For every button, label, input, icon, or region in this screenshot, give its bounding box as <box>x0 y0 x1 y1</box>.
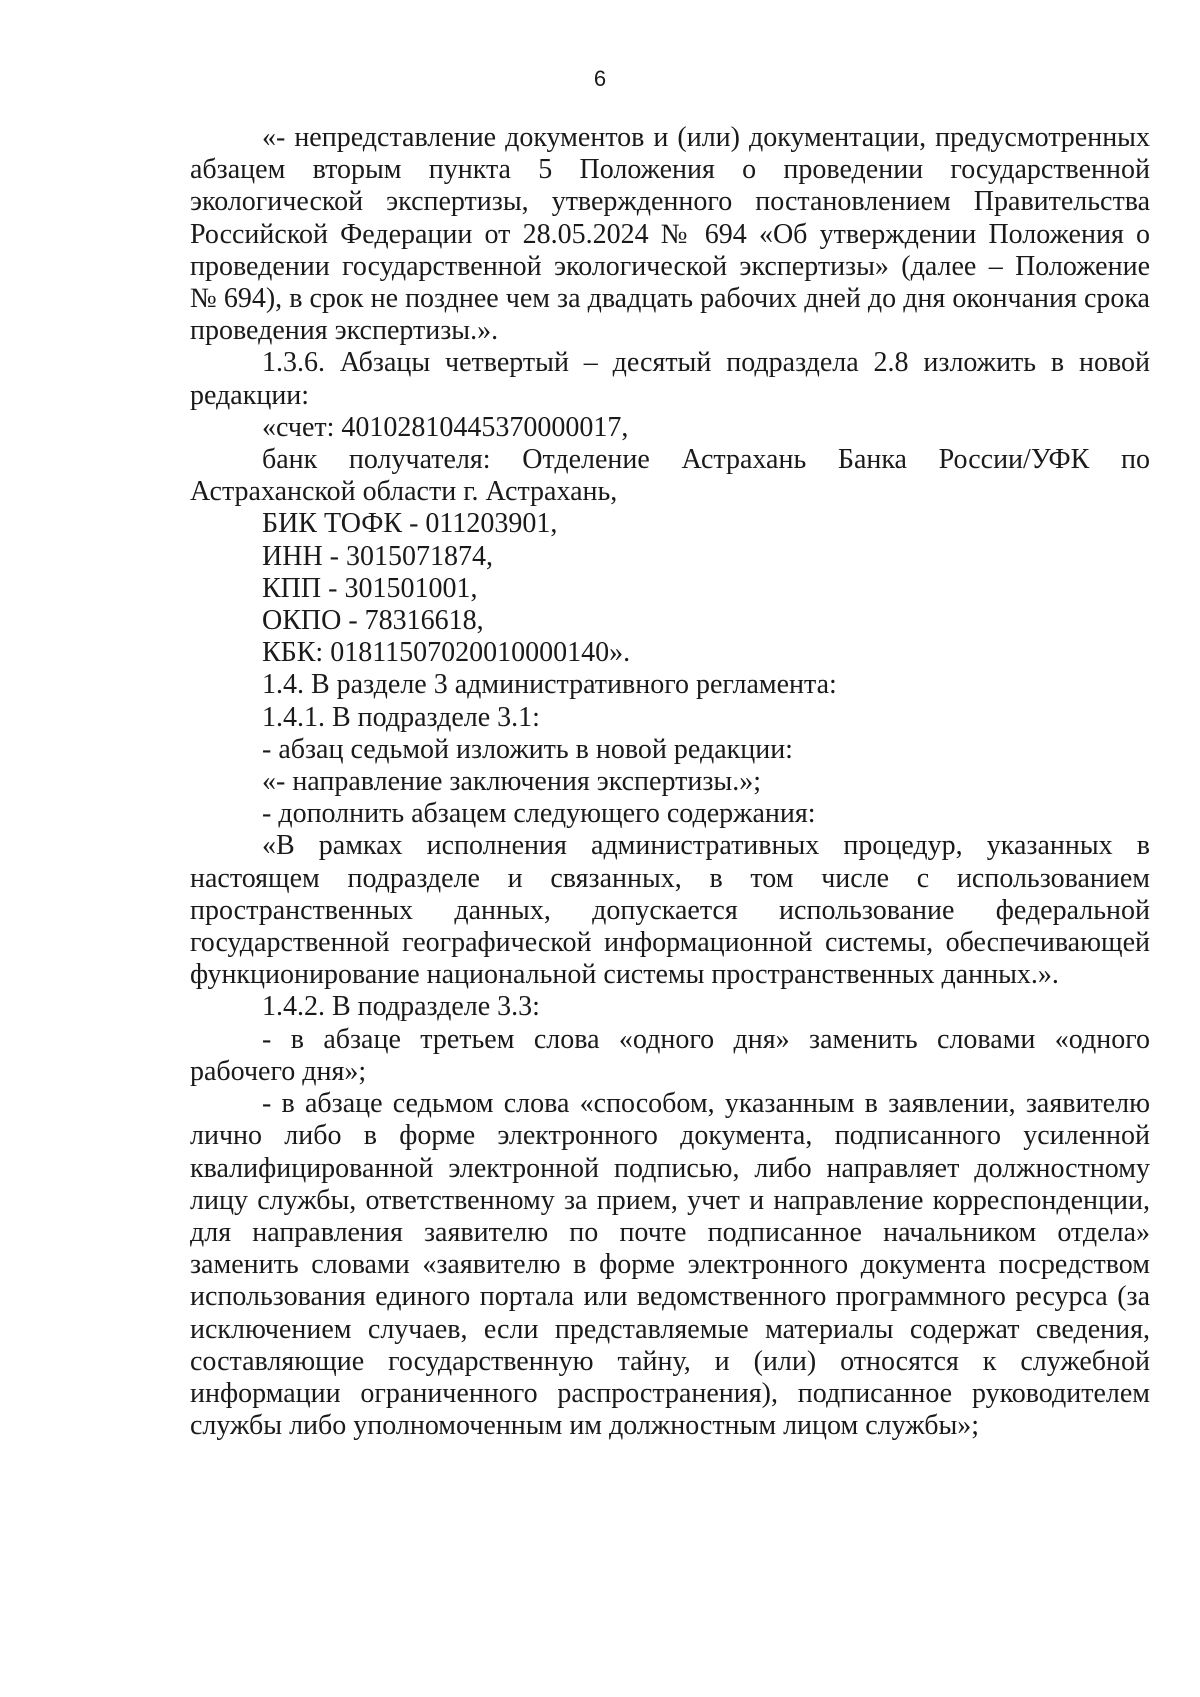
line-conclusion: «- направление заключения экспертизы.»; <box>262 766 761 798</box>
page-number: 6 <box>593 66 607 91</box>
paragraph-seventh-words: - в абзаце седьмом слова «способом, указанным в заявлении, заявителю лично либо в форме электронного документа, подписанного усиленной квалифицированной электронной подписью, либо направляет должностному лицу службы, ответственному за прием, учет и направление корреспонденции, для направления заявителю по почте подписанное начальником отдела» заменить словами «заявителю в форме электронного документа посредством использования единого портала или ведомственного программного ресурса (за исключением случаев, если представляемые материалы содержат сведения, составляющие государственную тайну, и (или) относятся к служебной информации ограниченного распространения), подписанное руководителем службы либо уполномоченным им должностным лицом службы»; <box>190 1088 1150 1442</box>
paragraph-1-3-6: 1.3.6. Абзацы четвертый – десятый подраздела 2.8 изложить в новой редакции: <box>190 347 1150 411</box>
paragraph-1-4-2: 1.4.2. В подразделе 3.3: <box>262 991 540 1023</box>
paragraph-third-words: - в абзаце третьем слова «одного дня» заменить словами «одного рабочего дня»; <box>190 1023 1150 1087</box>
line-bik: БИК ТОФК - 011203901, <box>262 508 558 540</box>
paragraph-quote-nonsubmission: «- непредставление документов и (или) документации, предусмотренных абзацем вторым пункта 5 Положения о проведении государственной экологической экспертизы, утвержденного постановлением Правительства Российской Федерации от 28.05.2024 № 694 «Об утверждении Положения о проведении государственной экологической экспертизы» (далее – Положение № 694), в срок не позднее чем за двадцать рабочих дней до дня окончания срока проведения экспертизы.». <box>190 122 1150 347</box>
line-kpp: КПП - 301501001, <box>262 572 478 604</box>
line-kbk: КБК: 01811507020010000140». <box>262 637 631 669</box>
line-inn: ИНН - 3015071874, <box>262 540 493 572</box>
paragraph-1-4: 1.4. В разделе 3 административного регламента: <box>262 669 837 701</box>
paragraph-spatial-data: «В рамках исполнения административных процедур, указанных в настоящем подразделе и связанных, в том числе с использованием пространственных данных, допускается использование федеральной государственной географической информационной системы, обеспечивающей функционирование национальной системы пространственных данных.». <box>190 830 1150 991</box>
paragraph-recipient-bank: банк получателя: Отделение Астрахань Банка России/УФК по Астраханской области г. Астрахань, <box>190 444 1150 508</box>
line-okpo: ОКПО - 78316618, <box>262 605 484 637</box>
line-supplement: - дополнить абзацем следующего содержания: <box>262 798 816 830</box>
line-seventh-paragraph: - абзац седьмой изложить в новой редакции: <box>262 733 793 765</box>
line-account: «счет: 40102810445370000017, <box>262 411 629 443</box>
document-body <box>190 122 1150 1442</box>
paragraph-1-4-1: 1.4.1. В подразделе 3.1: <box>262 701 540 733</box>
